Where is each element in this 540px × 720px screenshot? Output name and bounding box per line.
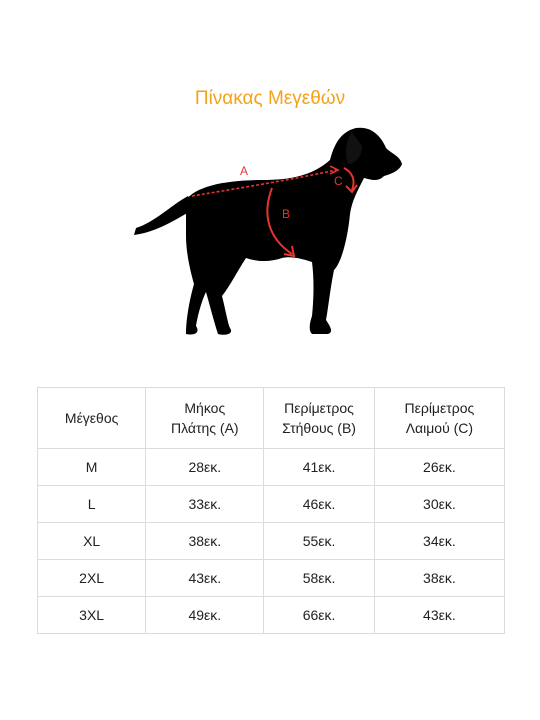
table-row <box>38 523 505 560</box>
cell-neck-girth: 43εκ. <box>374 597 504 634</box>
table-row <box>38 560 505 597</box>
cell-chest-girth: 66εκ. <box>264 597 374 634</box>
cell-chest-girth: 41εκ. <box>264 449 374 486</box>
cell-size: 3XL <box>38 597 146 634</box>
header-neck-girth: Περίμετρος Λαιμού (C) <box>374 388 504 449</box>
cell-back-length: 28εκ. <box>146 449 264 486</box>
cell-back-length: 49εκ. <box>146 597 264 634</box>
header-size: Μέγεθος <box>38 388 146 449</box>
label-c: C <box>334 174 343 188</box>
table-row <box>38 486 505 523</box>
cell-neck-girth: 34εκ. <box>374 523 504 560</box>
label-a: A <box>240 164 249 178</box>
table-row <box>38 597 505 634</box>
cell-neck-girth: 26εκ. <box>374 449 504 486</box>
cell-chest-girth: 46εκ. <box>264 486 374 523</box>
dog-silhouette <box>134 128 402 335</box>
cell-back-length: 38εκ. <box>146 523 264 560</box>
cell-size: XL <box>38 523 146 560</box>
cell-chest-girth: 58εκ. <box>264 560 374 597</box>
cell-size: L <box>38 486 146 523</box>
cell-neck-girth: 38εκ. <box>374 560 504 597</box>
table-header-row <box>38 388 505 449</box>
cell-size: M <box>38 449 146 486</box>
size-table <box>37 387 505 634</box>
cell-size: 2XL <box>38 560 146 597</box>
cell-back-length: 33εκ. <box>146 486 264 523</box>
cell-neck-girth: 30εκ. <box>374 486 504 523</box>
cell-back-length: 43εκ. <box>146 560 264 597</box>
cell-chest-girth: 55εκ. <box>264 523 374 560</box>
page-title: Πίνακας Μεγεθών <box>194 88 346 109</box>
label-b: B <box>282 207 291 221</box>
table-row <box>38 449 505 486</box>
header-back-length: Μήκος Πλάτης (A) <box>146 388 264 449</box>
header-chest-girth: Περίμετρος Στήθους (B) <box>264 388 374 449</box>
